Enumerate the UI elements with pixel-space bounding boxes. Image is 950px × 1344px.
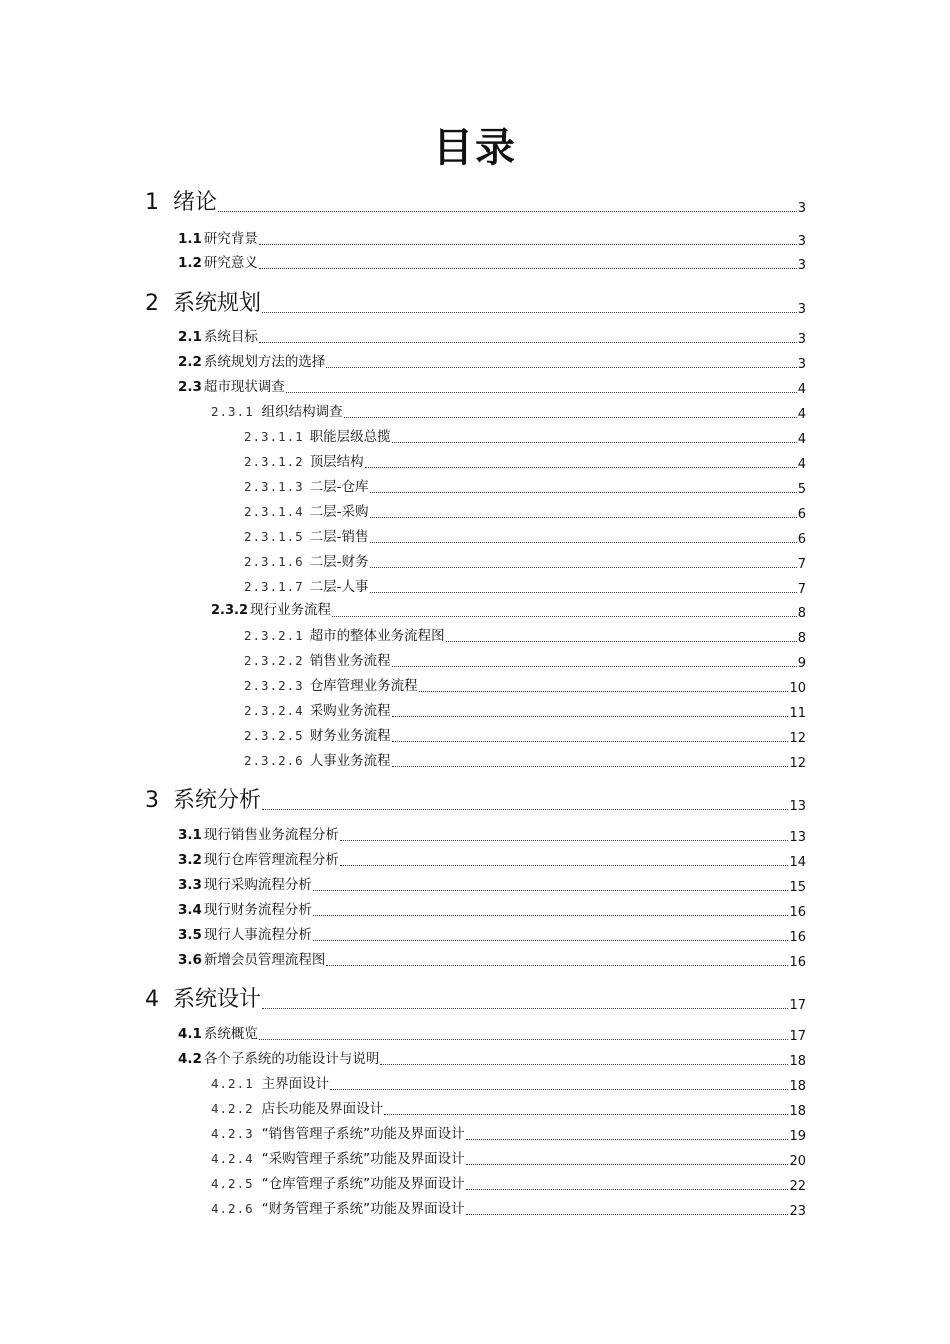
toc-entry-label: [178, 900, 312, 920]
toc-entry-text: 各个子系统的功能设计与说明: [203, 1051, 380, 1067]
toc-entry-label: [211, 1149, 465, 1169]
toc-entry-text: 二层-仓库: [309, 479, 369, 495]
toc-entry-number: 1: [145, 190, 159, 215]
toc-dot-leader: [259, 244, 797, 245]
toc-entry-label: [244, 676, 418, 696]
toc-entry-number: 3.2: [178, 852, 202, 868]
toc-entry-label: [211, 600, 331, 621]
toc-dot-leader: [326, 965, 788, 966]
toc-entry[interactable]: [244, 626, 806, 646]
toc-entry[interactable]: [211, 1199, 806, 1219]
toc-entry-label: [244, 577, 369, 597]
toc-entry-text: 销售业务流程: [309, 653, 391, 669]
toc-entry-label: [145, 291, 261, 317]
toc-entry-label: [211, 1174, 465, 1194]
toc-entry-number: 2.3.1.4: [244, 504, 304, 519]
toc-entry-number: 3.3: [178, 877, 202, 893]
toc-entry-text: 二层-销售: [309, 529, 369, 545]
toc-entry-label: [244, 477, 369, 497]
toc-entry-label: [178, 825, 339, 845]
toc-entry-text: 现行仓库管理流程分析: [203, 852, 339, 868]
toc-entry[interactable]: [178, 253, 806, 273]
toc-entry-label: [178, 1024, 258, 1044]
toc-page-number: 13: [789, 830, 806, 845]
toc-entry-text: 人事业务流程: [309, 753, 391, 769]
toc-dot-leader: [332, 616, 797, 617]
toc-page-number: 4: [797, 407, 806, 422]
toc-page-number: 16: [789, 955, 806, 970]
toc-entry[interactable]: [211, 402, 806, 422]
toc-entry[interactable]: [244, 676, 806, 696]
toc-dot-leader: [313, 915, 789, 916]
toc-entry-text: 主界面设计: [261, 1076, 330, 1092]
toc-dot-leader: [466, 1214, 789, 1215]
toc-entry-label: [244, 527, 369, 547]
toc-entry-number: 3.1: [178, 827, 202, 843]
toc-entry-text: 现行销售业务流程分析: [203, 827, 339, 843]
toc-entry-label: [244, 552, 369, 572]
toc-entry[interactable]: [244, 452, 806, 472]
toc-dot-leader: [370, 517, 797, 518]
toc-dot-leader: [392, 442, 797, 443]
toc-page-number: 20: [789, 1154, 806, 1169]
toc-page-number: 3: [797, 201, 806, 216]
toc-entry-label: [244, 701, 391, 721]
toc-entry-label: [178, 850, 339, 870]
toc-entry[interactable]: [178, 875, 806, 895]
toc-entry-text: “仓库管理子系统”功能及界面设计: [261, 1176, 465, 1192]
toc-entry-text: 系统规划方法的选择: [203, 354, 326, 370]
toc-entry-label: [145, 788, 261, 814]
toc-page-number: 18: [789, 1104, 806, 1119]
toc-entry-label: [178, 875, 312, 895]
toc-page-number: 8: [797, 606, 806, 621]
toc-page-number: 6: [797, 507, 806, 522]
toc-dot-leader: [340, 840, 789, 841]
toc-entry-text: 研究意义: [203, 255, 258, 271]
toc-entry-text: 现行财务流程分析: [203, 902, 312, 918]
toc-dot-leader: [392, 666, 797, 667]
toc-page-number: 13: [789, 799, 806, 814]
toc-entry-number: 3.4: [178, 902, 202, 918]
toc-dot-leader: [340, 865, 789, 866]
toc-page-number: 12: [789, 756, 806, 771]
toc-entry-text: 仓库管理业务流程: [309, 678, 418, 694]
toc-entry-label: [244, 502, 369, 522]
toc-entry[interactable]: [211, 1099, 806, 1119]
toc-entry-number: 2.3: [178, 379, 202, 395]
toc-page-number: 11: [789, 706, 806, 721]
toc-entry-number: 4.2.4: [211, 1151, 254, 1166]
toc-entry-text: “财务管理子系统”功能及界面设计: [261, 1201, 465, 1217]
toc-entry-number: 2.3.2: [211, 603, 249, 618]
toc-entry[interactable]: [178, 825, 806, 845]
toc-entry-number: 4: [145, 987, 159, 1012]
toc-page-number: 18: [789, 1079, 806, 1094]
toc-page-number: 14: [789, 855, 806, 870]
toc-entry[interactable]: [178, 377, 806, 397]
toc-entry[interactable]: [244, 527, 806, 547]
toc-entry-number: 2.3.1.3: [244, 479, 304, 494]
toc-entry-label: [244, 626, 445, 646]
toc-dot-leader: [262, 312, 797, 313]
toc-dot-leader: [365, 467, 797, 468]
toc-dot-leader: [326, 367, 796, 368]
toc-entry-number: 4.2.6: [211, 1201, 254, 1216]
toc-dot-leader: [218, 211, 797, 212]
toc-entry-number: 2.3.2.3: [244, 678, 304, 693]
toc-entry-number: 3: [145, 788, 159, 813]
toc-page-number: 3: [797, 258, 806, 273]
toc-entry-number: 2.3.1.6: [244, 554, 304, 569]
toc-entry-number: 1.1: [178, 231, 202, 247]
toc-entry-number: 2: [145, 291, 159, 316]
toc-entry[interactable]: [178, 1024, 806, 1044]
toc-page-number: 7: [797, 557, 806, 572]
toc-entry[interactable]: [211, 1124, 806, 1144]
toc-entry[interactable]: [244, 552, 806, 572]
toc-entry-text: 职能层级总揽: [309, 429, 391, 445]
toc-entry-label: [178, 950, 325, 970]
toc-entry-text: “采购管理子系统”功能及界面设计: [261, 1151, 465, 1167]
toc-entry-number: 4.2.1: [211, 1076, 254, 1091]
toc-dot-leader: [330, 1089, 788, 1090]
toc-entry-label: [145, 987, 261, 1013]
toc-entry[interactable]: [244, 577, 806, 597]
toc-dot-leader: [262, 1008, 788, 1009]
toc-page-number: 18: [789, 1054, 806, 1069]
toc-entry-number: 2.3.2.1: [244, 628, 304, 643]
toc-entry-label: [211, 402, 343, 422]
toc-entry[interactable]: [178, 327, 806, 347]
toc-page-number: 4: [797, 382, 806, 397]
toc-entry-text: 采购业务流程: [309, 703, 391, 719]
toc-entry-label: [178, 925, 312, 945]
toc-entry-label: [211, 1074, 329, 1094]
toc-entry-label: [211, 1124, 465, 1144]
toc-page-number: 4: [797, 457, 806, 472]
toc-entry-text: 二层-采购: [309, 504, 369, 520]
toc-page-number: 19: [789, 1129, 806, 1144]
toc-entry-text: 现行采购流程分析: [203, 877, 312, 893]
toc-entry-text: 二层-财务: [309, 554, 369, 570]
toc-dot-leader: [466, 1189, 789, 1190]
toc-dot-leader: [370, 592, 797, 593]
toc-entry-label: [211, 1199, 465, 1219]
toc-entry-number: 2.3.1: [211, 404, 254, 419]
toc-dot-leader: [259, 1039, 789, 1040]
toc-entry-label: [244, 452, 364, 472]
toc-entry[interactable]: [145, 188, 806, 216]
toc-entry[interactable]: [211, 601, 806, 621]
toc-page-number: 16: [789, 930, 806, 945]
toc-dot-leader: [259, 268, 797, 269]
toc-dot-leader: [370, 542, 797, 543]
toc-entry[interactable]: [244, 651, 806, 671]
toc-entry-number: 2.3.2.2: [244, 653, 304, 668]
toc-entry-number: 4.2.3: [211, 1126, 254, 1141]
page-title: 目录: [433, 125, 517, 171]
toc-page-number: 4: [797, 432, 806, 447]
toc-entry-number: 4.1: [178, 1026, 202, 1042]
toc-entry-text: 超市现状调查: [203, 379, 285, 395]
toc-entry-label: [178, 229, 258, 249]
toc-entry-text: 绪论: [173, 190, 218, 215]
toc-dot-leader: [392, 766, 789, 767]
toc-entry-number: 2.3.1.5: [244, 529, 304, 544]
toc-page-number: 16: [789, 905, 806, 920]
toc-page-number: 3: [797, 332, 806, 347]
toc-entry-text: 系统分析: [173, 788, 262, 813]
toc-dot-leader: [380, 1064, 788, 1065]
toc-dot-leader: [384, 1114, 788, 1115]
toc-page-number: 8: [797, 631, 806, 646]
toc-entry[interactable]: [211, 1174, 806, 1194]
toc-page-number: 17: [789, 1029, 806, 1044]
toc-entry-number: 1.2: [178, 255, 202, 271]
toc-entry-number: 2.3.2.5: [244, 728, 304, 743]
toc-entry[interactable]: [145, 786, 806, 814]
toc-page-number: 9: [797, 656, 806, 671]
toc-entry[interactable]: [145, 289, 806, 317]
toc-entry-text: 现行人事流程分析: [203, 927, 312, 943]
toc-entry-label: [178, 1049, 379, 1069]
toc-entry-text: 店长功能及界面设计: [261, 1101, 384, 1117]
toc-entry-number: 2.3.2.4: [244, 703, 304, 718]
toc-entry[interactable]: [244, 427, 806, 447]
toc-page-number: 3: [797, 357, 806, 372]
toc-entry[interactable]: [244, 477, 806, 497]
toc-entry[interactable]: [178, 900, 806, 920]
toc-entry-label: [244, 751, 391, 771]
toc-page-number: 5: [797, 482, 806, 497]
toc-entry[interactable]: [211, 1149, 806, 1169]
toc-entry-label: [211, 1099, 383, 1119]
toc-entry-label: [178, 352, 325, 372]
toc-entry[interactable]: [178, 1049, 806, 1069]
toc-entry-text: 组织结构调查: [261, 404, 343, 420]
toc-dot-leader: [392, 741, 789, 742]
toc-dot-leader: [344, 417, 797, 418]
toc-page-number: 22: [789, 1179, 806, 1194]
toc-entry-text: 二层-人事: [309, 579, 369, 595]
toc-entry-number: 2.3.1.2: [244, 454, 304, 469]
toc-entry-label: [178, 377, 285, 397]
toc-page-number: 6: [797, 532, 806, 547]
toc-entry-label: [244, 427, 391, 447]
toc-entry-number: 4.2.2: [211, 1101, 254, 1116]
toc-entry[interactable]: [244, 751, 806, 771]
toc-page-number: 10: [789, 681, 806, 696]
toc-entry-number: 4.2: [178, 1051, 202, 1067]
toc-entry-text: 顶层结构: [309, 454, 364, 470]
toc-dot-leader: [466, 1139, 789, 1140]
toc-entry[interactable]: [244, 701, 806, 721]
toc-entry-label: [178, 327, 258, 347]
toc-entry-number: 2.1: [178, 329, 202, 345]
toc-entry[interactable]: [178, 352, 806, 372]
toc-entry[interactable]: [178, 950, 806, 970]
toc-entry[interactable]: [178, 850, 806, 870]
toc-page-number: 3: [797, 302, 806, 317]
toc-entry-text: 系统设计: [173, 987, 262, 1012]
toc-dot-leader: [262, 809, 788, 810]
toc-entry-number: 4.2.5: [211, 1176, 254, 1191]
toc-dot-leader: [313, 890, 789, 891]
toc-entry[interactable]: [244, 726, 806, 746]
toc-entry-text: 财务业务流程: [309, 728, 391, 744]
toc-entry[interactable]: [244, 502, 806, 522]
toc-page-number: 12: [789, 731, 806, 746]
toc-dot-leader: [466, 1164, 789, 1165]
toc-page-number: 7: [797, 582, 806, 597]
toc-entry-label: [145, 190, 217, 216]
toc-entry-text: 新增会员管理流程图: [203, 952, 326, 968]
toc-page-number: 23: [789, 1204, 806, 1219]
toc-entry[interactable]: [178, 229, 806, 249]
toc-entry-label: [244, 651, 391, 671]
toc-entry-text: 超市的整体业务流程图: [309, 628, 445, 644]
toc-dot-leader: [313, 940, 789, 941]
toc-entry[interactable]: [178, 925, 806, 945]
toc-entry-number: 3.5: [178, 927, 202, 943]
toc-entry-number: 2.3.1.1: [244, 429, 304, 444]
toc-entry-text: 系统目标: [203, 329, 258, 345]
toc-dot-leader: [259, 342, 797, 343]
toc-entry-label: [178, 253, 258, 273]
toc-entry-number: 2.2: [178, 354, 202, 370]
toc-dot-leader: [370, 567, 797, 568]
toc-dot-leader: [446, 641, 797, 642]
toc-entry-text: 系统概览: [203, 1026, 258, 1042]
toc-entry-text: 系统规划: [173, 291, 262, 316]
toc-entry[interactable]: [211, 1074, 806, 1094]
toc-dot-leader: [370, 492, 797, 493]
toc-page-number: 17: [789, 998, 806, 1013]
toc-entry[interactable]: [145, 985, 806, 1013]
toc-dot-leader: [419, 691, 789, 692]
toc-entry-number: 3.6: [178, 952, 202, 968]
toc-entry-number: 2.3.2.6: [244, 753, 304, 768]
toc-entry-text: 研究背景: [203, 231, 258, 247]
toc-entry-text: 现行业务流程: [250, 602, 332, 618]
toc-page-number: 3: [797, 234, 806, 249]
toc-page-number: 15: [789, 880, 806, 895]
toc-dot-leader: [286, 392, 797, 393]
toc-entry-number: 2.3.1.7: [244, 579, 304, 594]
toc-entry-text: “销售管理子系统”功能及界面设计: [261, 1126, 465, 1142]
toc-dot-leader: [392, 716, 789, 717]
toc-entry-label: [244, 726, 391, 746]
